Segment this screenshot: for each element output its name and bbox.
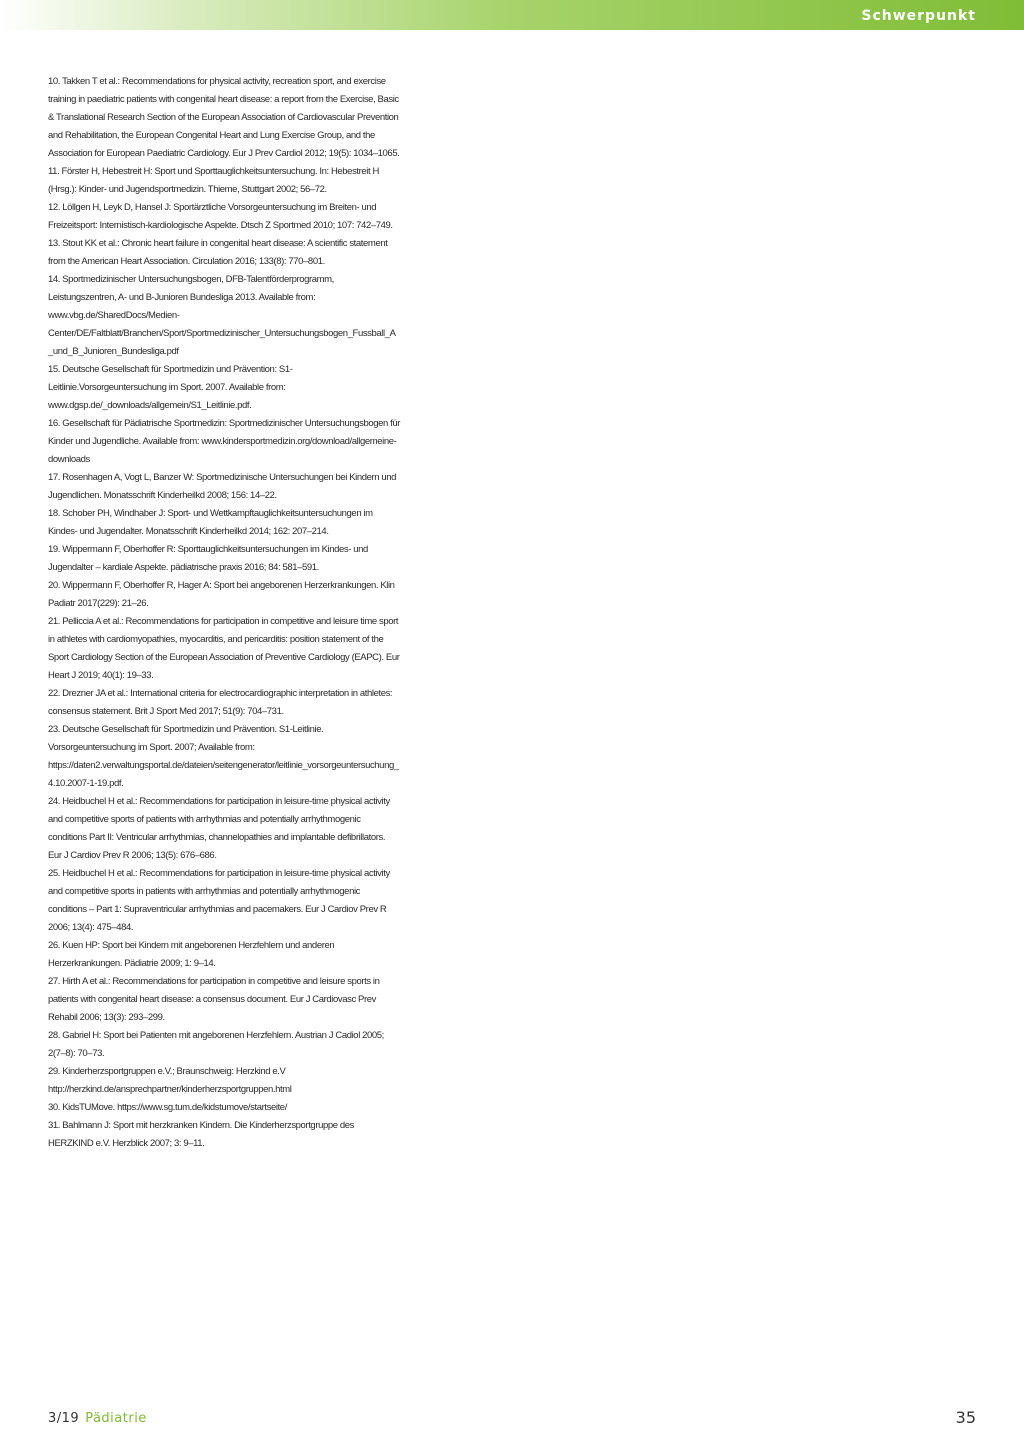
reference-item: 26. Kuen HP: Sport bei Kindern mit angeborenen Herzfehlern und anderen Herzerkrankungen. Pädiatrie 2009; 1: 9–14. [48, 940, 335, 969]
reference-item: 10. Takken T et al.: Recommendations for physical activity, recreation sport, and exercise training in paediatric patients with congenital heart disease: a report from the Exercise, Basic & Translational Research Section of the European Association of Cardiovascular Prevention and Rehabilitation, the European Congenital Heart and Lung Exercise Group, and the Association for European Paediatric Cardiology. Eur J Prev Cardiol 2012; 19(5): 1034–1065. [48, 76, 400, 159]
reference-item: 31. Bahlmann J: Sport mit herzkranken Kindern. Die Kinderherzsportgruppe des HERZKIND e.V. Herzblick 2007; 3: 9–11. [48, 1120, 354, 1149]
reference-item: 29. Kinderherzsportgruppen e.V.; Braunschweig: Herzkind e.V http://herzkind.de/ansprechpartner/kinderherzsportgruppen.html [48, 1066, 292, 1095]
reference-item: 27. Hirth A et al.: Recommendations for participation in competitive and leisure sports in patients with congenital heart disease: a consensus document. Eur J Cardiovasc Prev Rehabil 2006; 13(3): 293–299. [48, 976, 380, 1023]
reference-item: 25. Heidbuchel H et al.: Recommendations for participation in leisure-time physical activity and competitive sports in patients with arrhythmias and potentially arrhythmogenic conditions – Part 1: Supraventricular arrhythmias and pacemakers. Eur J Cardiov Prev R 2006; 13(4): 475–484. [48, 868, 390, 933]
reference-item: 24. Heidbuchel H et al.: Recommendations for participation in leisure-time physical activity and competitive sports of patients with arrhythmias and potentially arrhythmogenic conditions Part II: Ventricular arrhythmias, channelopathies and implantable defibrillators. Eur J Cardiov Prev R 2006; 13(5): 676–686. [48, 796, 390, 861]
reference-list [48, 73, 400, 1153]
section-label: Schwerpunkt [861, 8, 976, 24]
reference-item: 22. Drezner JA et al.: International criteria for electrocardiographic interpretation in athletes: consensus statement. Brit J Sport Med 2017; 51(9): 704–731. [48, 688, 393, 717]
journal-name: Pädiatrie [85, 1411, 147, 1426]
reference-item: 14. Sportmedizinischer Untersuchungsbogen, DFB-Talentförderprogramm, Leistungszentren, A- und B-Junioren Bundesliga 2013. Available from: www.vbg.de/SharedDocs/Medien-Center/DE/Faltblatt/Branchen/Sport/Sportmedizinischer_Untersuchungsbogen_Fussball_A_und_B_Junioren_Bundesliga.pdf [48, 274, 396, 357]
reference-item: 19. Wippermann F, Oberhoffer R: Sporttauglichkeitsuntersuchungen im Kindes- und Jugendalter – kardiale Aspekte. pädiatrische praxis 2016; 84: 581–591. [48, 544, 368, 573]
issue-number: 3/19 [48, 1411, 80, 1426]
reference-item: 15. Deutsche Gesellschaft für Sportmedizin und Prävention: S1-Leitlinie.Vorsorgeuntersuchung im Sport. 2007. Available from: www.dgsp.de/_downloads/allgemein/S1_Leitlinie.pdf. [48, 364, 293, 411]
reference-item: 18. Schober PH, Windhaber J: Sport- und Wettkampftauglichkeitsuntersuchungen im Kindes- und Jugendalter. Monatsschrift Kinderheilkd 2014; 162: 207–214. [48, 508, 373, 537]
reference-item: 23. Deutsche Gesellschaft für Sportmedizin und Prävention. S1-Leitlinie. Vorsorgeuntersuchung im Sport. 2007; Available from: https://daten2.verwaltungsportal.de/dateien/seitengenerator/leitlinie_vorsorgeuntersuchung_4.10.2007-1-19.pdf. [48, 724, 399, 789]
reference-item: 13. Stout KK et al.: Chronic heart failure in congenital heart disease: A scientific statement from the American Heart Association. Circulation 2016; 133(8): 770–801. [48, 238, 388, 267]
reference-item: 21. Pelliccia A et al.: Recommendations for participation in competitive and leisure time sport in athletes with cardiomyopathies, myocarditis, and pericarditis: position statement of the Sport Cardiology Section of the European Association of Preventive Cardiology (EAPC). Eur Heart J 2019; 40(1): 19–33. [48, 616, 400, 681]
footer-issue-info [48, 1410, 147, 1428]
reference-item: 20. Wippermann F, Oberhoffer R, Hager A: Sport bei angeborenen Herzerkrankungen. Klin Padiatr 2017(229): 21–26. [48, 580, 395, 609]
reference-item: 11. Förster H, Hebestreit H: Sport und Sporttauglichkeitsuntersuchung. In: Hebestreit H (Hrsg.): Kinder- und Jugendsportmedizin. Thieme, Stuttgart 2002; 56–72. [48, 166, 379, 195]
reference-item: 12. Löllgen H, Leyk D, Hansel J: Sportärztliche Vorsorgeuntersuchung im Breiten- und Freizeitsport: Internistisch-kardiologische Aspekte. Dtsch Z Sportmed 2010; 107: 742–749. [48, 202, 393, 231]
header-bar [0, 0, 1024, 30]
page-number: 35 [955, 1408, 976, 1427]
reference-item: 17. Rosenhagen A, Vogt L, Banzer W: Sportmedizinische Untersuchungen bei Kindern und Jugendlichen. Monatsschrift Kinderheilkd 2008; 156: 14–22. [48, 472, 397, 501]
reference-item: 30. KidsTUMove. https://www.sg.tum.de/kidstumove/startseite/ [48, 1102, 287, 1113]
reference-item: 28. Gabriel H: Sport bei Patienten mit angeborenen Herzfehlern. Austrian J Cadiol 2005; 2(7–8): 70–73. [48, 1030, 384, 1059]
reference-item: 16. Gesellschaft für Pädiatrische Sportmedizin: Sportmedizinischer Untersuchungsbogen für Kinder und Jugendliche. Available from: www.kindersportmedizin.org/download/allgemeine-downloads [48, 418, 400, 465]
